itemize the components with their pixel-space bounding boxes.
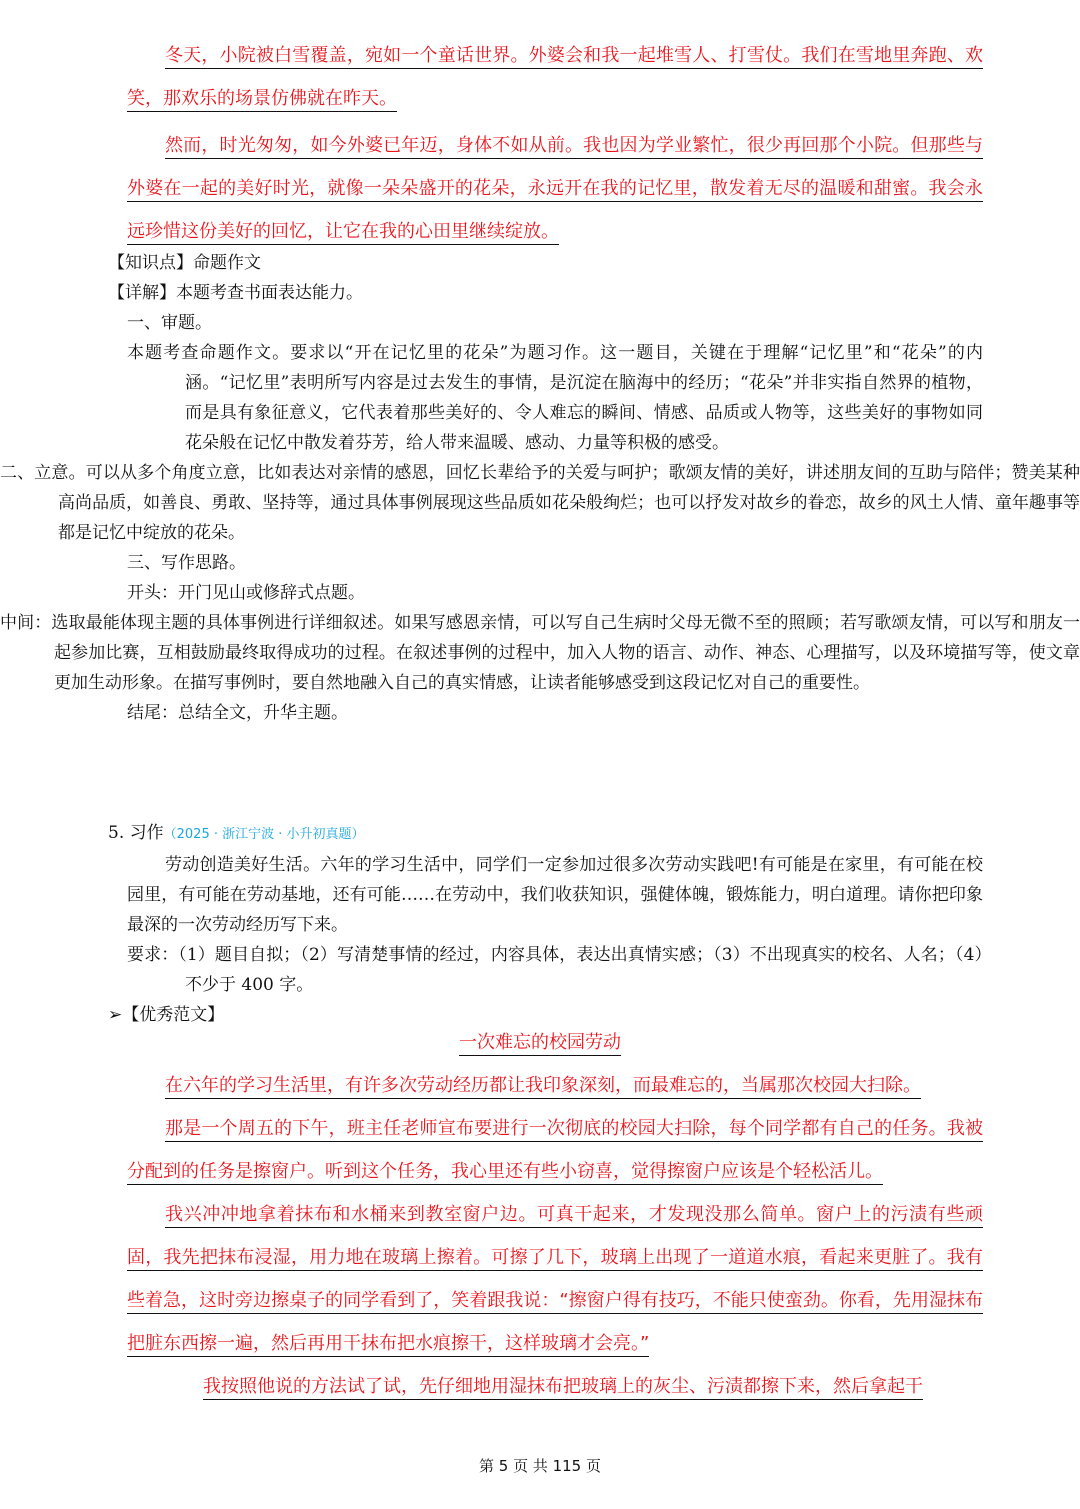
knowledge-point: 【知识点】命题作文 <box>108 253 261 273</box>
essay2-block <box>0 1026 1080 1408</box>
model-essay-label: ➢【优秀范文】 <box>108 1005 225 1025</box>
essay2-paragraph-1-text: 在六年的学习生活里，有许多次劳动经历都让我印象深刻，而最难忘的，当属那次校园大扫除。 <box>165 1075 921 1099</box>
essay2-paragraph-3 <box>127 1193 983 1365</box>
essay1-paragraph-1 <box>127 34 983 120</box>
essay1-block <box>0 34 1080 253</box>
essay2-title-text: 一次难忘的校园劳动 <box>459 1032 621 1056</box>
essay2-paragraph-2-text: 那是一个周五的下午，班主任老师宣布要进行一次彻底的校园大扫除，每个同学都有自己的任务。我被分配到的任务是擦窗户。听到这个任务，我心里还有些小窃喜，觉得擦窗户应该是个轻松活儿。 <box>127 1118 983 1185</box>
ending-line: 结尾：总结全文，升华主题。 <box>127 703 348 723</box>
essay1-paragraph-2-text: 然而，时光匆匆，如今外婆已年迈，身体不如从前。我也因为学业繁忙，很少再回那个小院。但那些与外婆在一起的美好时光，就像一朵朵盛开的花朵，永远开在我的记忆里，散发着无尽的温暖和甜蜜。我会永远珍惜这份美好的回忆，让它在我的心田里继续绽放。 <box>127 135 983 245</box>
question-5-prompt: 劳动创造美好生活。六年的学习生活中，同学们一定参加过很多次劳动实践吧!有可能是在家里，有可能在校园里，有可能在劳动基地，还有可能……在劳动中，我们收获知识，强健体魄，锻炼能力，明白道理。请你把印象最深的一次劳动经历写下来。 <box>127 855 983 935</box>
middle-body: 中间：选取最能体现主题的具体事例进行详细叙述。如果写感恩亲情，可以写自己生病时父母无微不至的照顾；若写歌颂友情，可以写和朋友一起参加比赛，互相鼓励最终取得成功的过程。在叙述事例的过程中，加入人物的语言、动作、神态、心理描写，以及环境描写等，使文章更加生动形象。在描写事例时，要自然地融入自己的真实情感，让读者能够感受到这段记忆对自己的重要性。 <box>0 613 1080 693</box>
question-5-label: 5. 习作 <box>108 823 164 843</box>
question-5-source: （2025 · 浙江宁波 · 小升初真题） <box>163 827 365 842</box>
essay1-paragraph-2 <box>127 124 983 253</box>
page-footer: 第 5 页 共 115 页 <box>478 1457 601 1475</box>
section-2-body: 二、立意。可以从多个角度立意，比如表达对亲情的感恩，回忆长辈给予的关爱与呵护；歌颂友情的美好，讲述朋友间的互助与陪伴；赞美某种高尚品质，如善良、勇敢、坚持等，通过具体事例展现这些品质如花朵般绚烂；也可以抒发对故乡的眷恋，故乡的风土人情、童年趣事等都是记忆中绽放的花朵。 <box>0 463 1080 543</box>
section-1-body: 本题考查命题作文。要求以“开在记忆里的花朵”为题习作。这一题目，关键在于理解“记忆里”和“花朵”的内涵。“记忆里”表明所写内容是过去发生的事情，是沉淀在脑海中的经历；“花朵”并非实指自然界的植物，而是具有象征意义，它代表着那些美好的、令人难忘的瞬间、情感、品质或人物等，这些美好的事物如同花朵般在记忆中散发着芬芳，给人带来温暖、感动、力量等积极的感受。 <box>127 343 983 453</box>
section-1-heading: 一、审题。 <box>127 313 212 333</box>
essay2-paragraph-2 <box>127 1107 983 1193</box>
question-5-requirement: 要求：（1）题目自拟；（2）写清楚事情的经过，内容具体，表达出真情实感；（3）不出现真实的校名、人名；（4）不少于 400 字。 <box>127 945 983 995</box>
detail-heading: 【详解】本题考查书面表达能力。 <box>108 283 363 303</box>
essay2-paragraph-1 <box>127 1064 983 1107</box>
essay2-paragraph-4-text: 我按照他说的方法试了试，先仔细地用湿抹布把玻璃上的灰尘、污渍都擦下来，然后拿起干 <box>203 1376 923 1400</box>
question-5-block <box>0 818 1080 1030</box>
essay2-paragraph-4 <box>127 1365 983 1408</box>
question-5-header <box>108 818 1080 850</box>
essay2-paragraph-3-text: 我兴冲冲地拿着抹布和水桶来到教室窗户边。可真干起来，才发现没那么简单。窗户上的污渍有些顽固，我先把抹布浸湿，用力地在玻璃上擦着。可擦了几下，玻璃上出现了一道道水痕，看起来更脏了。我有些着急，这时旁边擦桌子的同学看到了，笑着跟我说：“擦窗户得有技巧，不能只使蛮劲。你看，先用湿抹布把脏东西擦一遍，然后再用干抹布把水痕擦干，这样玻璃才会亮。” <box>127 1204 983 1357</box>
section-3-heading: 三、写作思路。 <box>127 553 246 573</box>
opening-line: 开头：开门见山或修辞式点题。 <box>127 583 365 603</box>
analysis-block <box>0 248 1080 728</box>
essay1-paragraph-1-text: 冬天，小院被白雪覆盖，宛如一个童话世界。外婆会和我一起堆雪人、打雪仗。我们在雪地里奔跑、欢笑，那欢乐的场景仿佛就在昨天。 <box>127 45 983 112</box>
essay2-title <box>0 1026 1080 1060</box>
